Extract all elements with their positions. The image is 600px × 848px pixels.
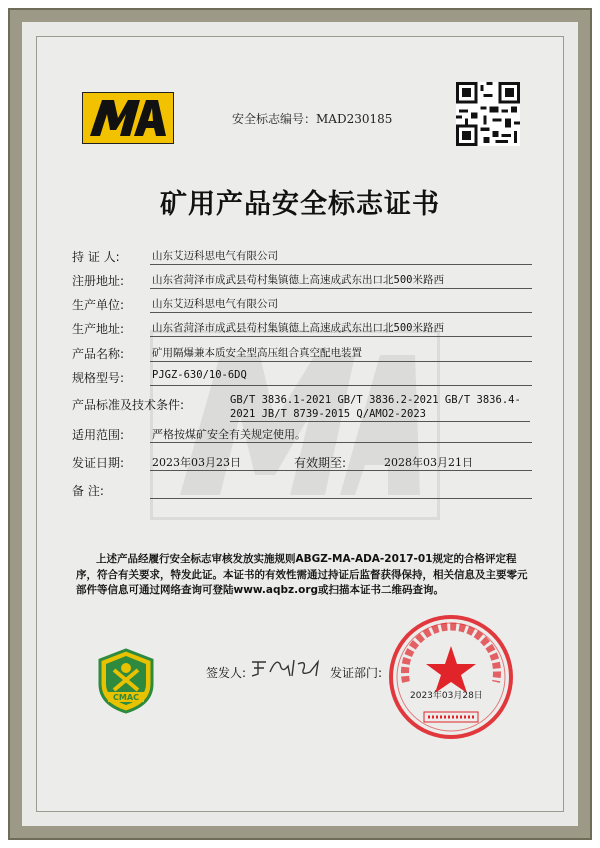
cmac-badge-icon	[96, 648, 156, 714]
reg-address-label: 注册地址:	[72, 274, 125, 288]
certificate-number	[232, 110, 392, 127]
valid-until-value: 2028年03月21日	[384, 456, 473, 469]
underline	[150, 336, 532, 337]
product-value: 矿用隔爆兼本质安全型高压组合真空配电装置	[152, 347, 362, 359]
holder-value: 山东艾迈科思电气有限公司	[152, 250, 278, 262]
prod-address-label: 生产地址:	[72, 322, 125, 336]
underline	[150, 385, 532, 386]
underline	[150, 442, 532, 443]
holder-label: 持 证 人:	[72, 250, 120, 264]
model-value: PJGZ-630/10-6DQ	[152, 369, 247, 381]
qr-code-icon[interactable]	[456, 82, 520, 146]
underline	[150, 498, 532, 499]
scope-label: 适用范围:	[72, 428, 125, 442]
certificate-note: 上述产品经履行安全标志审核发放实施规则ABGZ-MA-ADA-2017-01规定的合格评定程序，符合有关要求，特发此证。本证书的有效性需通过持证后监督获得保持，相关信息及主要零元部件等信息可通过网络查询可登陆www.aqbz.org或扫描本证书二维码查询。	[76, 553, 528, 596]
underline	[150, 288, 532, 289]
standard-value	[230, 393, 530, 422]
standard-label: 产品标准及技术条件:	[72, 398, 185, 412]
official-seal-icon	[386, 612, 516, 742]
signer-label: 签发人:	[206, 666, 247, 680]
product-label: 产品名称:	[72, 347, 125, 361]
cmac-text: CMAC	[113, 693, 139, 702]
valid-until-label: 有效期至:	[294, 456, 347, 470]
underline	[150, 361, 532, 362]
issue-date-value: 2023年03月23日	[152, 456, 241, 469]
underline	[150, 264, 532, 265]
prod-address-value: 山东省菏泽市成武县苟村集镇德上高速成武东出口北500米路西	[152, 322, 444, 334]
scope-value: 严格按煤矿安全有关规定使用。	[152, 428, 306, 441]
remark-label: 备 注:	[72, 484, 104, 498]
certificate-title: 矿用产品安全标志证书	[160, 189, 440, 220]
model-label: 规格型号:	[72, 371, 125, 385]
seal-date: 2023年03月28日	[410, 691, 483, 701]
standard-line-1: GB/T 3836.1-2021 GB/T 3836.2-2021 GB/T 3836.4-	[230, 394, 521, 406]
certificate-number-label: 安全标志编号：	[232, 112, 317, 126]
standard-line-2: 2021 JB/T 8739-2015 Q/AMO2-2023	[230, 407, 530, 422]
underline	[150, 470, 532, 471]
producer-label: 生产单位:	[72, 298, 125, 312]
issue-date-label: 发证日期:	[72, 456, 125, 470]
issuing-dept-label: 发证部门:	[330, 666, 383, 680]
ma-logo-icon	[82, 92, 174, 144]
underline	[150, 312, 532, 313]
signature-icon	[248, 654, 328, 680]
producer-value: 山东艾迈科思电气有限公司	[152, 298, 278, 310]
reg-address-value: 山东省菏泽市成武县苟村集镇德上高速成武东出口北500米路西	[152, 274, 444, 286]
certificate-number-value: MAD230185	[316, 112, 393, 126]
